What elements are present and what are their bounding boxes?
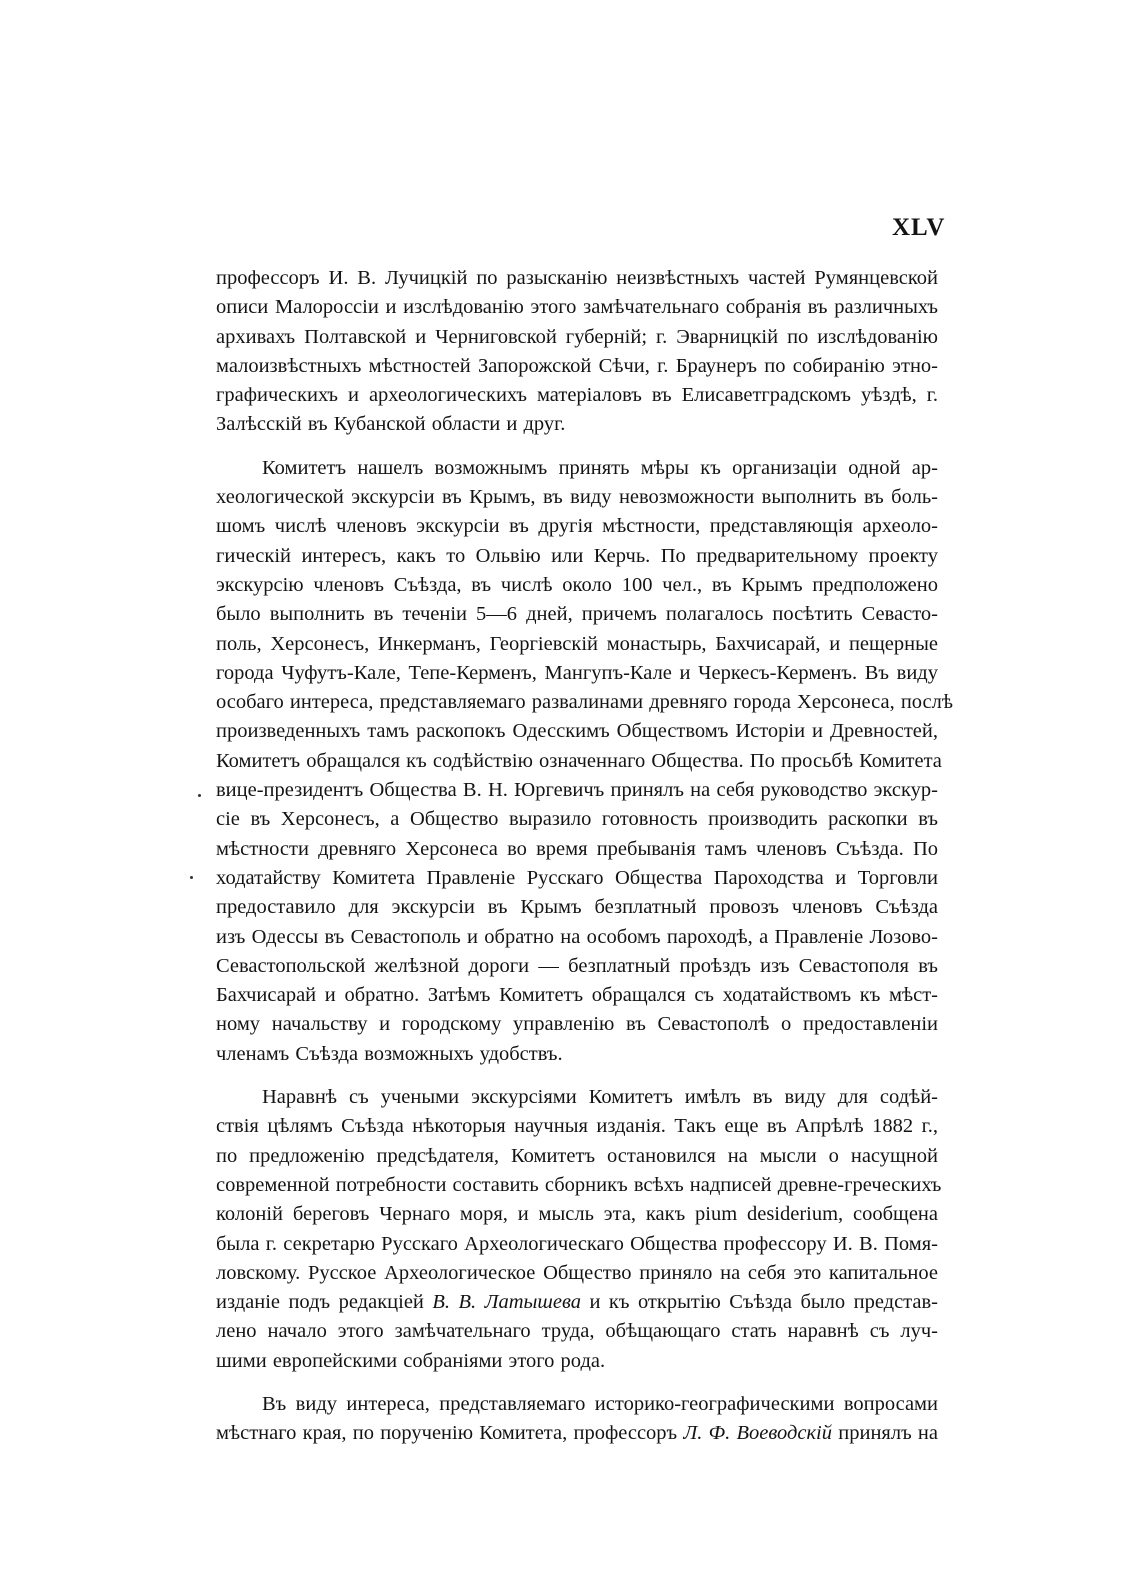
text-line: сіе въ Херсонесъ, а Общество выразило готовность производить раскопки въ [216,808,938,831]
text-line: хеологической экскурсіи въ Крымъ, въ виду невозможности выполнить въ боль- [216,486,938,509]
text-line: ному начальству и городскому управленію въ Севастополѣ о предоставленіи [216,1013,938,1036]
text-line: особаго интереса, представляемаго развалинами древняго города Херсонеса, послѣ [216,691,954,714]
ink-speck [190,876,193,879]
text-line: шими европейскими собраніями этого рода. [216,1349,606,1372]
text-segment: изданіе подъ редакціей [216,1291,433,1314]
text-line: профессоръ И. В. Лучицкій по разысканію неизвѣстныхъ частей Румянцевской [216,267,938,289]
italic-name: В. В. Латышева [432,1291,582,1314]
text-line: изъ Одессы въ Севастополь и обратно на особомъ пароходѣ, а Правленіе Лозово- [216,925,938,948]
text-line: предоставило для экскурсіи въ Крымъ безплатный провозъ членовъ Съѣзда [216,896,938,919]
text-line: вице-президентъ Общества В. Н. Юргевичъ принялъ на себя руководство экскур- [216,779,938,802]
text-line: было выполнить въ теченіи 5—6 дней, причемъ полагалось посѣтить Севасто- [216,603,938,626]
text-line: шомъ числѣ членовъ экскурсіи въ другія мѣстности, представляющія археоло- [216,515,938,538]
paragraph-3 [216,1083,942,1376]
text-segment: принялъ на [832,1422,939,1445]
text-line: Бахчисарай и обратно. Затѣмъ Комитетъ обращался съ ходатайствомъ къ мѣст- [216,984,938,1007]
text-line: ловскому. Русское Археологическое Общество приняло на себя это капитальное [216,1261,938,1284]
text-line: Комитетъ нашелъ возможнымъ принять мѣры къ организаціи одной ар- [262,456,938,479]
text-segment: и къ открытію Съѣзда было представ- [581,1291,938,1314]
text-line: экскурсію членовъ Съѣзда, въ числѣ около 100 чел., въ Крымъ предположено [216,573,938,596]
italic-name: Л. Ф. Воеводскій [683,1422,833,1445]
body-text [216,264,954,1449]
text-line: членамъ Съѣзда возможныхъ удобствъ. [216,1042,563,1065]
text-line: Въ виду интереса, представляемаго историко-географическими вопросами [262,1392,938,1415]
paragraph-4 [216,1390,938,1449]
ink-speck [198,794,201,797]
paragraph-1 [216,264,938,440]
text-line: ствія цѣлямъ Съѣзда нѣкоторыя научныя изданія. Такъ еще въ Апрѣлѣ 1882 г., [216,1115,938,1138]
text-line: архивахъ Полтавской и Черниговской губерній; г. Эварницкій по изслѣдованію [216,325,938,348]
text-line: Наравнѣ съ учеными экскурсіями Комитетъ имѣлъ въ виду для содѣй- [262,1086,938,1109]
text-line-with-italic [216,1419,938,1448]
text-line: лено начало этого замѣчательнаго труда, обѣщающаго стать наравнѣ съ луч- [216,1320,938,1343]
text-segment: мѣстнаго края, по порученію Комитета, профессоръ [216,1422,684,1445]
text-line: гическій интересъ, какъ то Ольвію или Керчь. По предварительному проекту [216,544,938,567]
text-line: Залѣсскій въ Кубанской области и друг. [216,413,566,436]
text-line: Севастопольской желѣзной дороги — безплатный проѣздъ изъ Севастополя въ [216,954,938,977]
text-line: ходатайству Комитета Правленіе Русскаго Общества Пароходства и Торговли [216,866,938,889]
text-line: мѣстности древняго Херсонеса во время пребыванія тамъ членовъ Съѣзда. По [216,837,938,860]
text-line: произведенныхъ тамъ раскопокъ Одесскимъ Обществомъ Исторіи и Древностей, [216,720,938,743]
text-line-with-italic [216,1288,938,1317]
text-line: города Чуфутъ-Кале, Тепе-Керменъ, Мангупъ-Кале и Черкесъ-Керменъ. Въ виду [216,661,938,684]
text-line: описи Малороссіи и изслѣдованію этого замѣчательнаго собранія въ различныхъ [216,296,938,319]
text-line: была г. секретарю Русскаго Археологическаго Общества профессору И. В. Помя- [216,1232,938,1255]
page-number: XLV [892,214,946,241]
text-line: современной потребности составить сборникъ всѣхъ надписей древне-греческихъ [216,1173,942,1196]
text-line: Комитетъ обращался къ содѣйствію означеннаго Общества. По просьбѣ Комитета [216,749,942,772]
paragraph-2 [216,454,954,1069]
text-line: колоній береговъ Чернаго моря, и мысль эта, какъ pium desiderium, сообщена [216,1203,938,1226]
text-line: графическихъ и археологическихъ матеріаловъ въ Елисаветградскомъ уѣздѣ, г. [216,384,938,407]
text-line: поль, Херсонесъ, Инкерманъ, Георгіевскій монастырь, Бахчисарай, и пещерные [216,632,938,655]
text-line: по предложенію предсѣдателя, Комитетъ остановился на мысли о насущной [216,1144,938,1167]
text-line: малоизвѣстныхъ мѣстностей Запорожской Сѣчи, г. Браунеръ по собиранію этно- [216,354,938,377]
